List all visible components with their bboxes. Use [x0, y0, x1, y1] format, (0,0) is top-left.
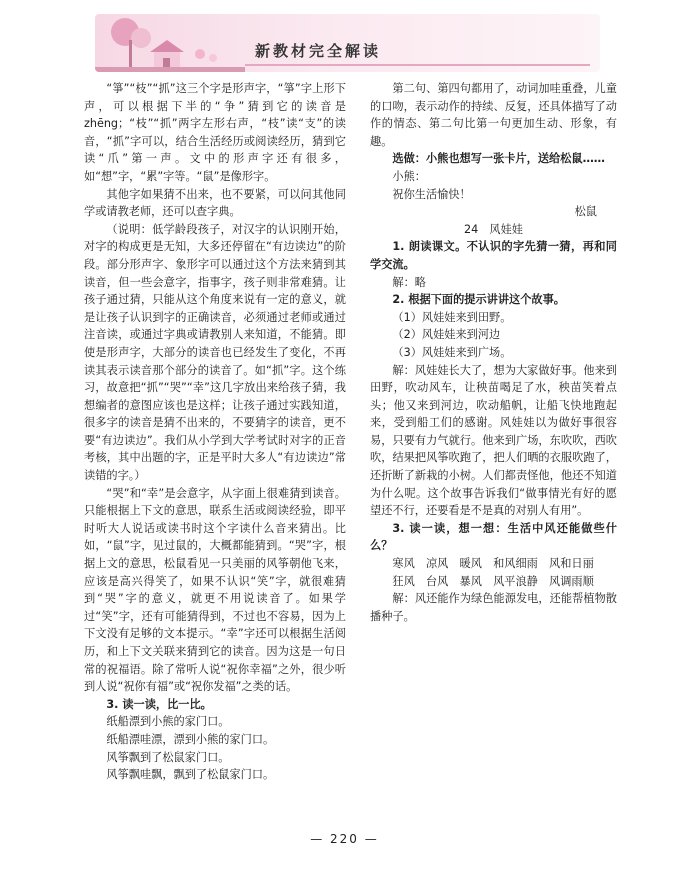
answer: 解：风还能作为绿色能源发电，还能帮植物散播种子。 — [370, 592, 617, 623]
right-column — [370, 80, 617, 625]
paragraph: 其他字如果猜不出来，也不要紧，可以问其他同学或请教老师，还可以查字典。 — [84, 187, 346, 219]
sentence: 风筝飘到了松鼠家门口。 — [106, 750, 230, 764]
hint-item: （1）风娃娃来到田野。 — [392, 310, 512, 324]
exercise-heading: 1. 朗读课文。不认识的字先猜一猜，再和同学交流。 — [370, 240, 617, 271]
word-row: 狂风 台风 暴风 风平浪静 风调雨顺 — [392, 574, 594, 588]
answer: 解：略 — [392, 275, 426, 289]
hint-item: （3）风娃娃来到广场。 — [392, 345, 512, 359]
left-column — [84, 80, 346, 784]
exercise-heading: 2. 根据下面的提示讲讲这个故事。 — [392, 293, 565, 307]
tree-house-illustration — [95, 14, 245, 72]
paragraph: “哭”和“幸”是会意字，从字面上很难猜到读音。只能根据上下文的意思，联系生活或阅读经验，即平时听大人说话或读书时这个字读什么音来猜出。比如，“鼠”字，见过鼠的，大概都能猜到。“哭”字，根据上文的意思，松鼠看见一只美丽的风筝朝他飞来，应该是高兴得笑了，如果不认识“笑”字，就很难猜到“哭”字的意义，就更不用说读音了。如果学过“笑”字，还有可能猜得到，不过也不容易，因为上下文没有足够的文本提示。“幸”字还可以根据生活阅历，和上下文关联来猜到它的读音。因为这是一句日常的祝福语。除了常听人说“祝你幸福”之外，很少听到人说“祝你有福”或“祝你发福”之类的话。 — [84, 486, 346, 694]
exercise-heading: 3. 读一读，比一比。 — [106, 697, 212, 711]
page-number: — 220 — — [310, 832, 379, 846]
paragraph: 第二句、第四句都用了，动词加哇重叠，儿童的口吻，表示动作的持续、反复，还具体描写了动作的情态、第二句比第一句更加生动、形象，有趣。 — [370, 82, 617, 148]
sentence: 纸船漂哇漂，漂到小熊的家门口。 — [106, 732, 275, 746]
book-title: 新教材完全解读 — [255, 42, 382, 60]
optional-task: 选做：小熊也想写一张卡片，送给松鼠…… — [392, 152, 605, 166]
card-salutation: 小熊： — [392, 169, 426, 183]
paragraph: “箏”“枝”“抓”这三个字是形声字，“箏”字上形下声，可以根据下半的“争”猜到它的读音是 zhēng；“枝”“抓”两字左形右声，“枝”读“支”的读音，“抓”字可以，结合生活经历或阅读经历，猜到它读“爪”第一声。文中的形声字还有很多，如“想”字，“累”字等。“鼠”是像形字。 — [84, 82, 346, 183]
sentence: 纸船漂到小熊的家门口。 — [106, 715, 230, 729]
hint-item: （2）风娃娃来到河边 — [392, 328, 501, 342]
sentence: 风筝飘哇飘，飘到了松鼠家门口。 — [106, 768, 275, 782]
paragraph: （说明：低学龄段孩子，对汉字的认识刚开始，对字的构成更是无知，大多还停留在“有边读边”的阶段。部分形声字、象形字可以通过这个方法来猜到其读音，但一些会意字，指事字，孩子则非常难猜。让孩子通过猜，只能从这个角度来说有一定的意义，就是让孩子认识到字的正确读音，必须通过老师或通过注音读，或通过字典或请教别人来知道，不能猜。即使是形声字，大部分的读音也已经发生了变化，不再读其表示读音那个部分的读音了。如“抓”字。这个练习，故意把“抓”“哭”“幸”这几字放出来给孩子猜，我想编者的意图应该也是这样；让孩子通过实践知道，很多字的读音是猜不出来的，不要猜字的读音，更不要“有边读边”。我们从小学到大学考试时对字的正音考核，其中出题的字，正是平时大多人“有边读边”常读错的字。） — [84, 222, 346, 483]
exercise-heading: 3. 读一读，想一想：生活中风还能做些什么？ — [370, 521, 617, 553]
word-row: 寒风 凉风 暖风 和风细雨 风和日丽 — [392, 557, 594, 571]
lesson-title: 24 风娃娃 — [464, 222, 523, 236]
header-rule — [245, 64, 590, 66]
card-wish: 祝你生活愉快！ — [392, 187, 471, 201]
header-banner — [95, 14, 600, 72]
card-signature: 松鼠 — [574, 205, 597, 219]
answer: 解：风娃娃长大了，想为大家做好事。他来到田野，吹动风车，让秧苗喝足了水，秧苗笑着点头；他又来到河边，吹动船帆，让船飞快地跑起来，受到船工们的感谢。风娃娃以为做好事很容易，只要有力气就行。他来到广场，东吹吹，西吹吹，结果把风筝吹跑了，把人们晒的衣服吹跑了，还折断了新栽的小树。人们都责怪他，他还不知道为什么呢。这个故事告诉我们“做事情光有好的愿望还不行，还要看是不是真的对别人有用”。 — [370, 363, 617, 518]
